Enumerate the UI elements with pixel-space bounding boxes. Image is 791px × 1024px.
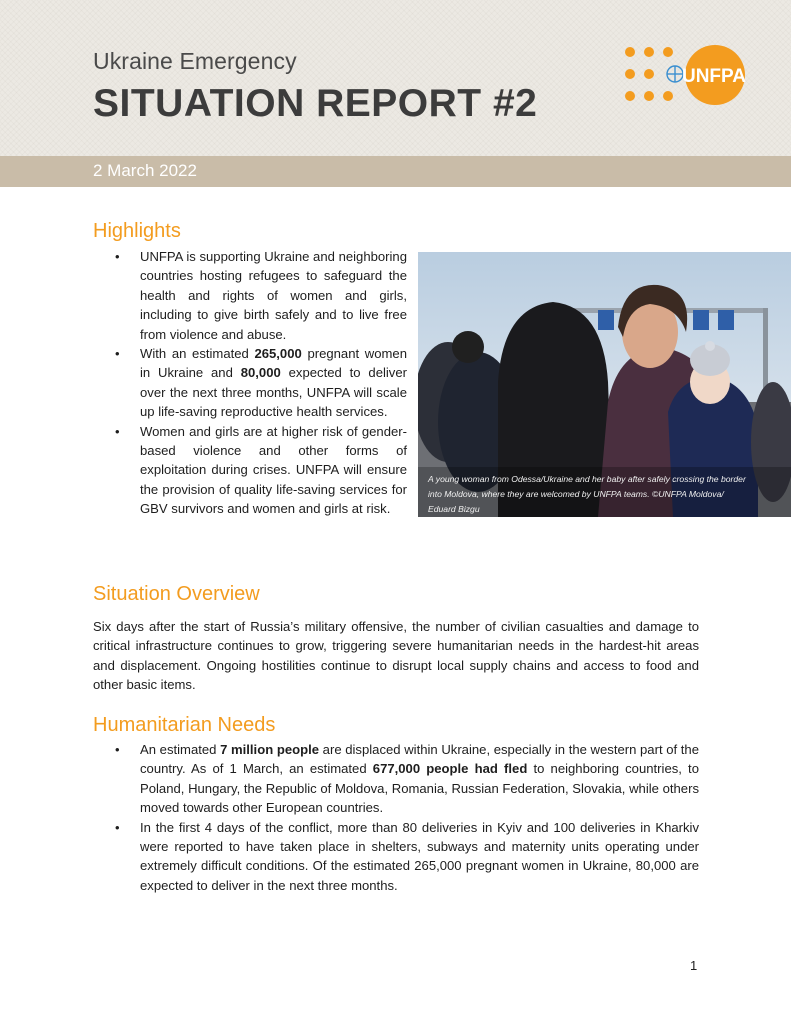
bold-text: 265,000 xyxy=(254,346,302,362)
bold-text: 677,000 people had fled xyxy=(372,761,528,777)
bullet-text: to neighboring countries, to Poland, Hungary, the Republic of Moldova, Romania, Russian Federation, Slovakia, while others moved towards other European countries. xyxy=(140,761,699,816)
bullet-item xyxy=(93,247,407,344)
humanitarian-needs-list xyxy=(93,740,699,895)
report-date: 2 March 2022 xyxy=(93,161,197,180)
bullet-text: With an estimated xyxy=(140,346,255,362)
bullet-item xyxy=(93,818,699,896)
situation-overview-heading: Situation Overview xyxy=(93,583,260,605)
bullet-text: An estimated xyxy=(140,742,221,757)
unfpa-logo xyxy=(622,44,748,108)
bullet-text: UNFPA is supporting Ukraine and neighboring countries hosting refugees to safeguard the health and rights of women and girls, including to give birth safely and to live free from violence and abuse. xyxy=(140,249,407,342)
bold-text: 80,000 xyxy=(240,365,281,381)
bullet-text: expected to deliver over the next three months, UNFPA will scale up life-saving reproductive health services. xyxy=(140,365,407,420)
report-title: SITUATION REPORT #2 xyxy=(93,82,538,125)
highlights-list xyxy=(93,247,407,519)
un-emblem-icon xyxy=(667,66,683,82)
bullet-text: Women and girls are at higher risk of gender-based violence and other forms of exploitation during crises. UNFPA will ensure the provision of quality life-saving services for GBV survivors and women and girls at risk. xyxy=(140,423,407,517)
bullet-text: pregnant women in Ukraine and xyxy=(140,346,407,381)
bullet-text: In the first 4 days of the conflict, more than 80 deliveries in Kyiv and 100 deliveries in Kharkiv were reported to have taken place in shelters, subways and maternity units operating under extremely difficult conditions. Of the estimated 265,000 pregnant women in Ukraine, 80,000 are expected to deliver in the next three months. xyxy=(140,819,699,893)
unfpa-logo-dots xyxy=(625,47,673,101)
bold-text: 7 million people xyxy=(220,742,320,757)
photo-caption: A young woman from Odessa/Ukraine and her baby after safely crossing the border into Moldova, where they are welcomed by UNFPA teams. ©UNFPA Moldova/ Eduard Bizgu xyxy=(428,474,746,514)
bullet-item xyxy=(93,740,699,818)
humanitarian-needs-heading: Humanitarian Needs xyxy=(93,714,276,736)
bullet-item xyxy=(93,422,407,519)
highlights-heading: Highlights xyxy=(93,220,181,242)
report-subtitle: Ukraine Emergency xyxy=(93,48,297,74)
situation-overview-text: Six days after the start of Russia’s military offensive, the number of civilian casualties and damage to critical infrastructure continues to grow, triggering severe humanitarian needs in the hardest-hit areas and displacement. Ongoing hostilities continue to disrupt local supply chains and access to food and other basic items. xyxy=(93,619,699,693)
unfpa-logo-text: UNFPA xyxy=(681,66,747,87)
bullet-text: are displaced within Ukraine, especially in the western part of the country. As of 1 March, an estimated xyxy=(140,742,699,777)
page-number: 1 xyxy=(690,958,698,973)
bullet-item xyxy=(93,344,407,422)
